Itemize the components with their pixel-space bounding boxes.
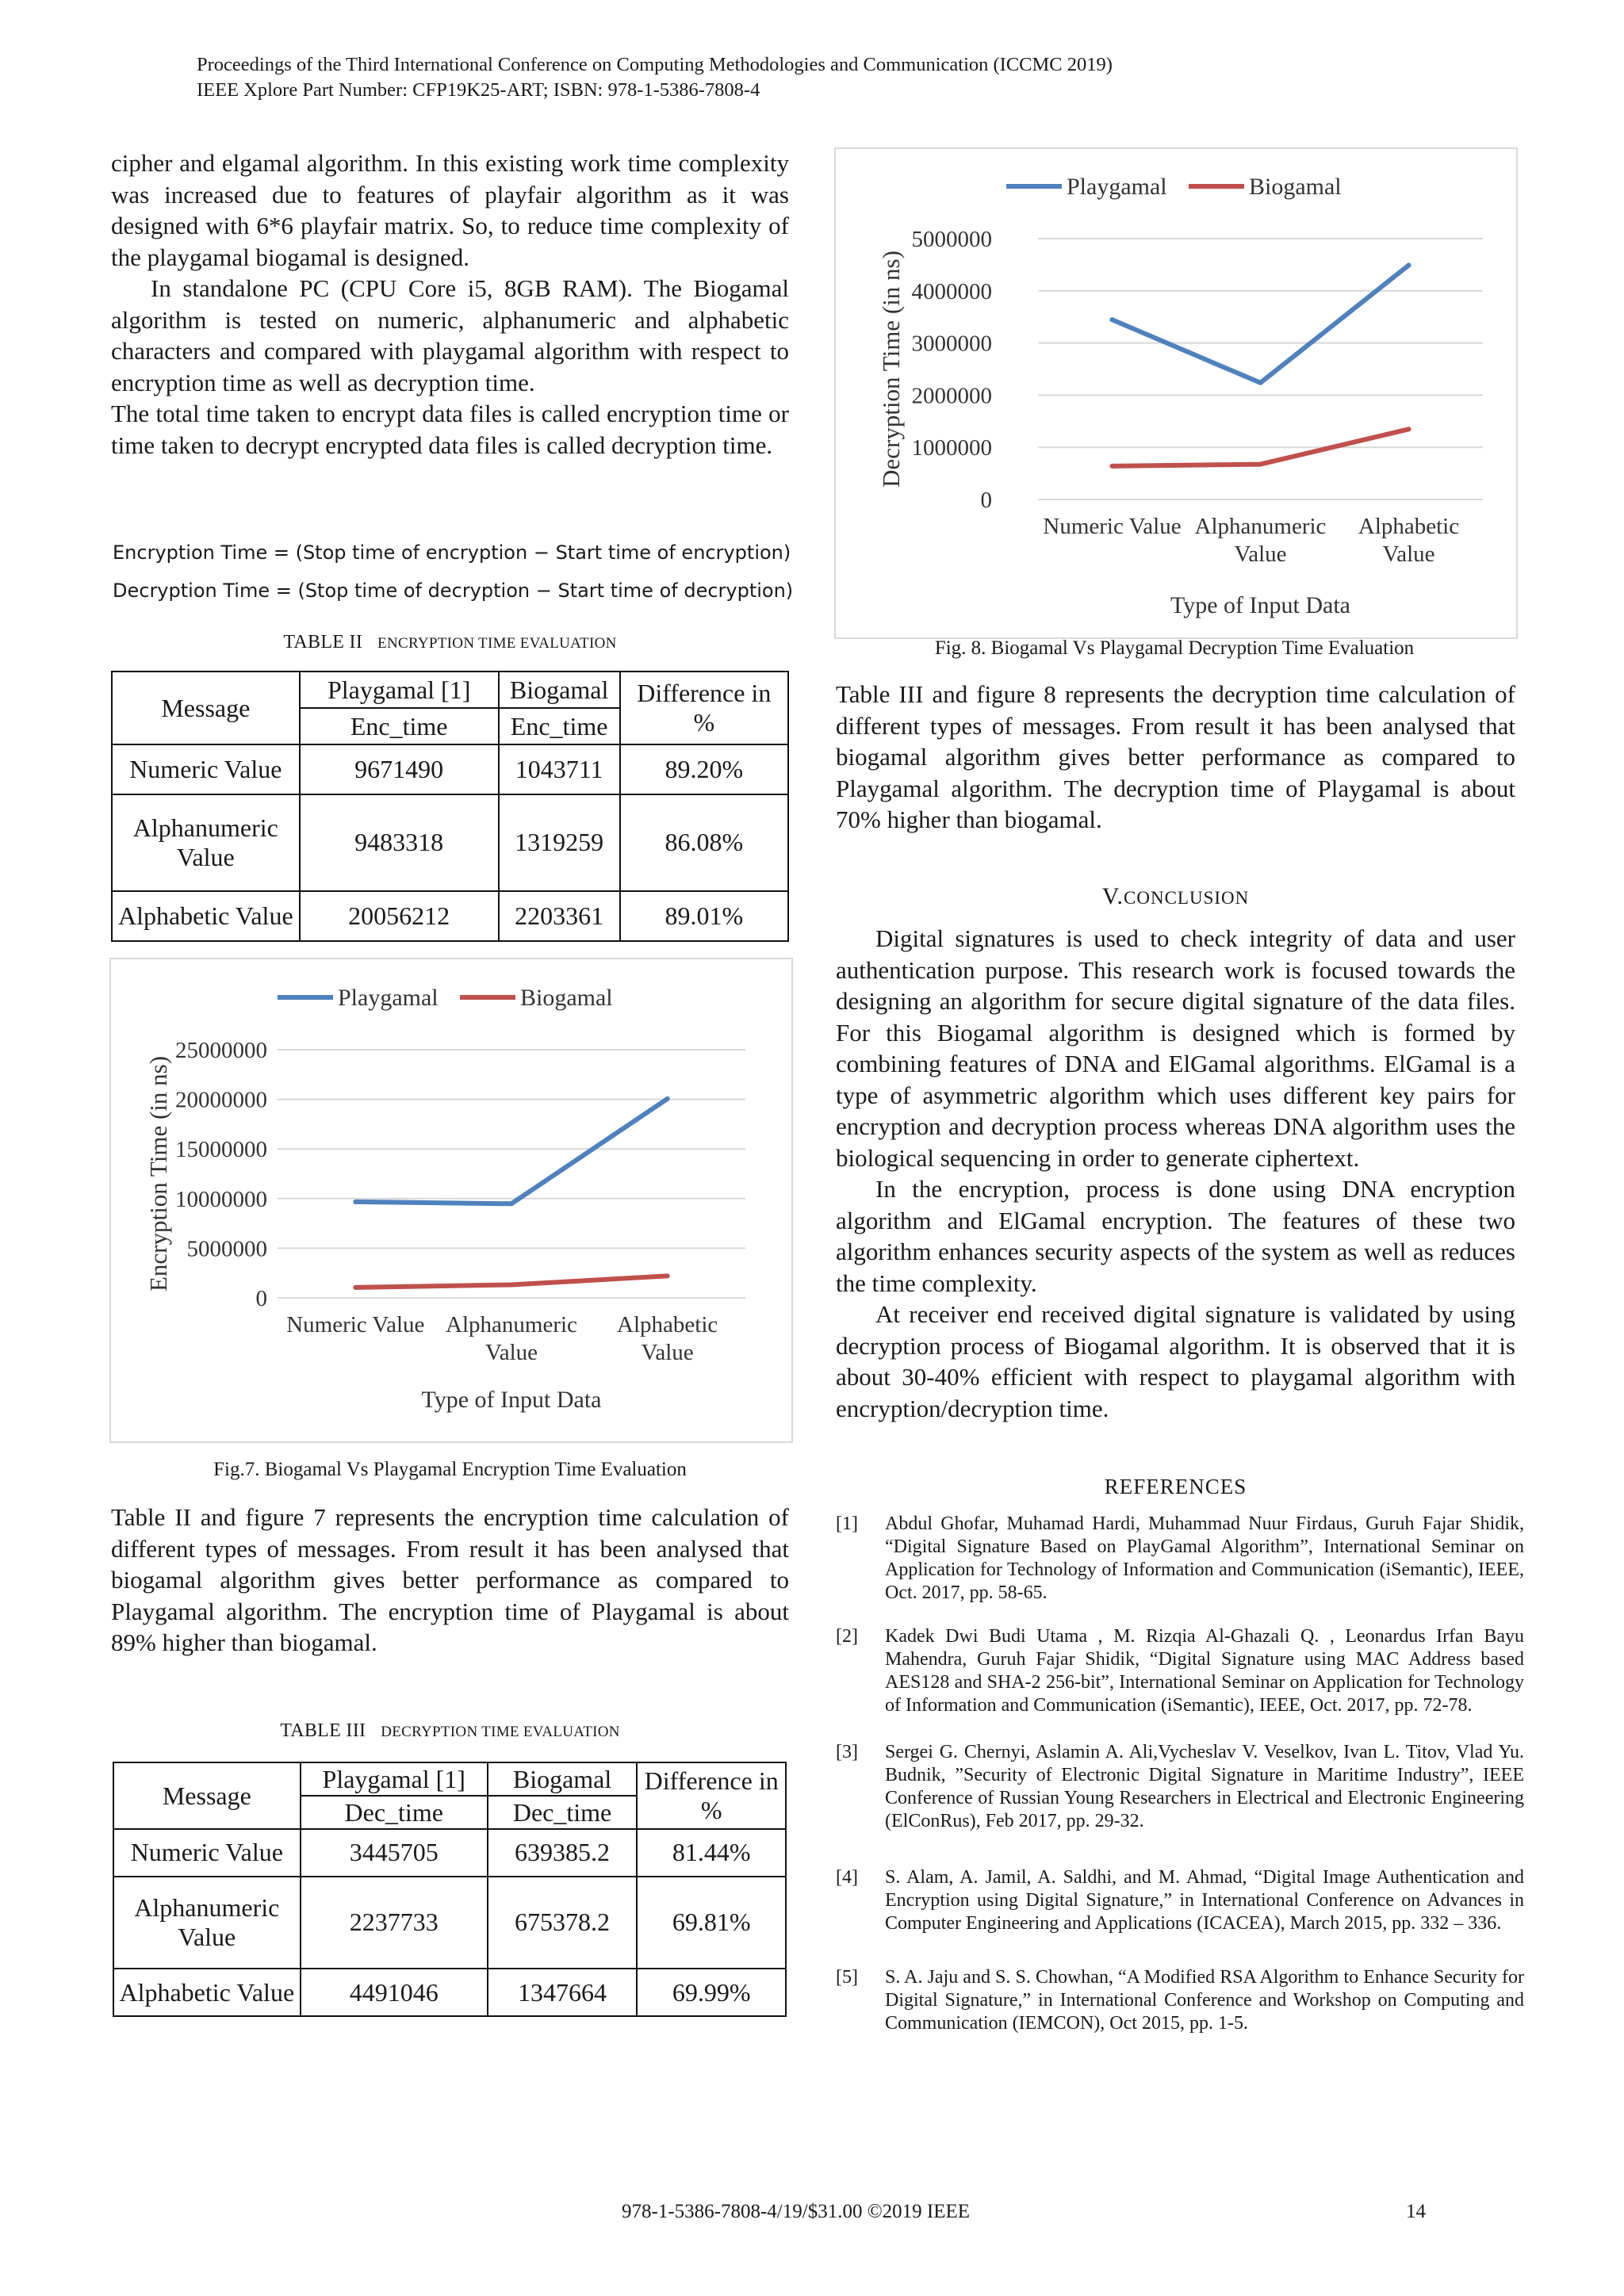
table3-header-message: Message xyxy=(113,1762,301,1829)
table2-header-difference: Difference in % xyxy=(620,672,788,744)
right-paragraph-1: Table III and figure 8 represents the decryption time calculation of different types of messages. From result it has been analysed that biogamal algorithm gives better performance as compared to Playgamal algorithm. The decryption time of Playgamal is about 70% higher than biogamal. xyxy=(836,680,1515,833)
table3-header-playgamal: Playgamal [1] xyxy=(301,1762,488,1796)
left-column-text-top xyxy=(111,147,789,461)
section-number: V. xyxy=(1101,883,1124,909)
table2-cell-message: Alphanumeric Value xyxy=(112,794,300,891)
table-row xyxy=(113,1969,786,2016)
y-tick-label: 20000000 xyxy=(175,1087,267,1113)
x-tick-label: Alphanumeric xyxy=(1194,514,1327,539)
table2-cell-message: Numeric Value xyxy=(112,744,300,794)
table2-subheader-enc-time: Enc_time xyxy=(499,708,620,744)
legend-label-playgamal: Playgamal xyxy=(338,985,439,1011)
reference-text: S. Alam, A. Jamil, A. Saldhi, and M. Ahmad, “Digital Image Authentication and Encryption using Digital Signature,” in International Conference on Advances in Computer Engineering and Applications (ICACEA), March 2015, pp. 332 – 336. xyxy=(885,1867,1524,1934)
table-row xyxy=(112,891,788,941)
y-tick-label: 2000000 xyxy=(911,383,992,409)
x-tick-label: Alphabetic xyxy=(617,1312,718,1337)
table3-cell-biogamal: 1347664 xyxy=(488,1969,638,2016)
table2-header-playgamal: Playgamal [1] xyxy=(300,672,499,708)
table3-cell-playgamal: 2237733 xyxy=(301,1877,488,1969)
table2-cell-playgamal: 9483318 xyxy=(300,794,499,891)
table3-subheader-dec-time: Dec_time xyxy=(488,1796,638,1829)
data-point-biogamal xyxy=(353,1285,358,1290)
reference-text: Abdul Ghofar, Muhamad Hardi, Muhammad Nuur Firdaus, Guruh Fajar Shidik, “Digital Signature Based on PlayGamal Algorithm”, International Seminar on Application for Technology of Information and Communication (iSemantic), IEEE, Oct. 2017, pp. 58-65. xyxy=(885,1513,1524,1603)
table3-cell-biogamal: 639385.2 xyxy=(488,1829,638,1877)
fig7-caption: Fig.7. Biogamal Vs Playgamal Encryption Time Evaluation xyxy=(213,1459,687,1480)
x-tick-label: Value xyxy=(1234,541,1287,567)
table3-caption-title: DECRYPTION TIME EVALUATION xyxy=(381,1724,620,1740)
references-title: REFERENCES xyxy=(1104,1475,1247,1498)
equation-decryption-time: Decryption Time = (Stop time of decryption − Start time of decryption) xyxy=(113,580,794,602)
table3-cell-difference: 81.44% xyxy=(637,1829,786,1877)
data-point-playgamal xyxy=(1407,262,1411,267)
legend-label-biogamal: Biogamal xyxy=(1249,174,1342,200)
footer-copyright: 978-1-5386-7808-4/19/$31.00 ©2019 IEEE xyxy=(622,2201,971,2222)
data-point-playgamal xyxy=(665,1096,670,1101)
page-number: 14 xyxy=(1406,2201,1426,2222)
x-tick-label: Value xyxy=(485,1340,538,1365)
table3-caption xyxy=(111,1720,789,1742)
table2-header-biogamal: Biogamal xyxy=(499,672,620,708)
y-axis-title: Encryption Time (in ns) xyxy=(144,1055,172,1292)
left-paragraph-2: In standalone PC (CPU Core i5, 8GB RAM). The Biogamal algorithm is tested on numeric, alphanumeric and alphabetic characters and compared with playgamal algorithm with respect to encryption time as well as decryption time. xyxy=(111,274,789,396)
data-point-playgamal xyxy=(353,1200,358,1204)
right-column-conclusion xyxy=(836,923,1515,1424)
data-point-biogamal xyxy=(1110,464,1115,469)
table2-cell-difference: 89.01% xyxy=(620,891,788,941)
series-line-playgamal xyxy=(355,1099,667,1203)
reference-number: [4] xyxy=(836,1867,858,1888)
y-tick-label: 10000000 xyxy=(175,1186,267,1212)
y-tick-label: 5000000 xyxy=(186,1236,267,1262)
x-tick-label: Value xyxy=(1382,541,1435,567)
section-heading-conclusion xyxy=(836,883,1515,910)
header-line-1: Proceedings of the Third International Conference on Computing Methodologies and Communication (ICCMC 2019) xyxy=(197,54,1113,75)
x-axis-title: Type of Input Data xyxy=(421,1387,602,1413)
table3-subheader-dec-time: Dec_time xyxy=(301,1796,488,1829)
table2-subheader-enc-time: Enc_time xyxy=(300,708,499,744)
page-header xyxy=(197,52,1434,103)
y-tick-label: 25000000 xyxy=(175,1038,267,1063)
data-point-playgamal xyxy=(1110,317,1115,322)
table3-cell-message: Numeric Value xyxy=(113,1829,301,1877)
table-row xyxy=(112,744,788,794)
reference-number: [5] xyxy=(836,1967,858,1988)
left-paragraph-1: cipher and elgamal algorithm. In this existing work time complexity was increased due to features of playfair algorithm as it was designed with 6*6 playfair matrix. So, to reduce time complexity of the playgamal biogamal is designed. xyxy=(111,149,789,271)
y-tick-label: 3000000 xyxy=(911,331,992,357)
x-tick-label: Value xyxy=(641,1340,694,1365)
fig8-chart-svg xyxy=(836,149,1516,637)
data-point-playgamal xyxy=(1258,381,1263,385)
table3-header-biogamal: Biogamal xyxy=(488,1762,638,1796)
reference-number: [3] xyxy=(836,1742,858,1762)
fig7-chart-svg xyxy=(111,959,791,1441)
table2-cell-playgamal: 20056212 xyxy=(300,891,499,941)
table3-cell-playgamal: 4491046 xyxy=(301,1969,488,2016)
y-axis-title: Decryption Time (in ns) xyxy=(877,251,905,488)
references-heading xyxy=(836,1475,1515,1499)
table3-caption-number: TABLE III xyxy=(280,1720,366,1741)
left-column-text-bottom xyxy=(111,1502,789,1659)
table2-cell-message: Alphabetic Value xyxy=(112,891,300,941)
table3-cell-difference: 69.81% xyxy=(637,1877,786,1969)
y-tick-label: 0 xyxy=(980,488,992,513)
header-line-2: IEEE Xplore Part Number: CFP19K25-ART; ISBN: 978-1-5386-7808-4 xyxy=(197,79,760,101)
table2-caption-title: ENCRYPTION TIME EVALUATION xyxy=(377,635,617,652)
table2-cell-playgamal: 9671490 xyxy=(300,744,499,794)
reference-number: [2] xyxy=(836,1626,858,1647)
data-point-playgamal xyxy=(509,1201,514,1206)
fig8-caption: Fig. 8. Biogamal Vs Playgamal Decryption Time Evaluation xyxy=(934,637,1415,659)
right-column-text-top xyxy=(836,679,1515,836)
table3-header-difference: Difference in % xyxy=(637,1762,786,1829)
table-row xyxy=(113,1829,786,1877)
table3-decryption-time xyxy=(113,1762,787,2017)
table-row xyxy=(112,794,788,891)
data-point-biogamal xyxy=(1407,427,1411,431)
left-paragraph-4: Table II and figure 7 represents the encryption time calculation of different types of messages. From result it has been analysed that biogamal algorithm gives better performance as compared to Playgamal algorithm. The encryption time of Playgamal is about 89% higher than biogamal. xyxy=(111,1503,789,1656)
reference-text: Sergei G. Chernyi, Aslamin A. Ali,Vycheslav V. Veselkov, Ivan L. Titov, Vlad Yu. Budnik, ”Security of Electronic Digital Signature in Maritime Industry”, IEEE Conference of Russian Young Researchers in Electrical and Electronic Engineering (ElConRus), Feb 2017, pp. 29-32. xyxy=(885,1742,1524,1831)
table3-cell-message: Alphabetic Value xyxy=(113,1969,301,2016)
table2-cell-biogamal: 1043711 xyxy=(499,744,620,794)
data-point-biogamal xyxy=(509,1282,514,1287)
x-tick-label: Alphanumeric xyxy=(446,1312,577,1337)
right-paragraph-3: In the encryption, process is done using DNA encryption algorithm and ElGamal encryption. The features of these two algorithm enhances security aspects of the system as well as reduces the time complexity. xyxy=(836,1175,1515,1297)
x-axis-title: Type of Input Data xyxy=(1170,592,1350,618)
table2-caption-number: TABLE II xyxy=(283,632,363,652)
y-tick-label: 1000000 xyxy=(911,435,992,461)
table2-cell-biogamal: 2203361 xyxy=(499,891,620,941)
section-title: CONCLUSION xyxy=(1124,888,1250,908)
x-tick-label: Numeric Value xyxy=(1043,514,1182,539)
right-paragraph-4: At receiver end received digital signature is validated by using decryption process of Biogamal algorithm. It is observed that it is about 30-40% efficient with respect to playgamal algorithm with encryption/decryption time. xyxy=(836,1300,1515,1422)
legend-label-playgamal: Playgamal xyxy=(1067,174,1167,200)
reference-text: S. A. Jaju and S. S. Chowhan, “A Modified RSA Algorithm to Enhance Security for Digital Signature,” in International Conference and Workshop on Computing and Communication (IEMCON), Oct 2015, pp. 1-5. xyxy=(885,1967,1524,2034)
legend-label-biogamal: Biogamal xyxy=(520,985,613,1011)
table2-cell-difference: 89.20% xyxy=(620,744,788,794)
table2-encryption-time xyxy=(111,671,789,942)
equation-encryption-time: Encryption Time = (Stop time of encryption − Start time of encryption) xyxy=(113,541,791,564)
table-row xyxy=(113,1877,786,1969)
y-tick-label: 15000000 xyxy=(175,1137,267,1163)
data-point-biogamal xyxy=(1258,462,1263,467)
table2-cell-difference: 86.08% xyxy=(620,794,788,891)
x-tick-label: Alphabetic xyxy=(1358,514,1460,539)
right-paragraph-2: Digital signatures is used to check integrity of data and user authentication purpose. This research work is focused towards the designing an algorithm for secure digital signature of the data files. For this Biogamal algorithm is designed which is formed by combining features of DNA and ElGamal algorithms. ElGamal is a type of asymmetric algorithm which uses different key pairs for encryption and decryption process whereas DNA algorithm uses the biological sequencing in order to generate ciphertext. xyxy=(836,924,1515,1172)
y-tick-label: 5000000 xyxy=(911,227,992,252)
y-tick-label: 0 xyxy=(255,1286,267,1311)
fig8-decryption-chart xyxy=(834,147,1518,639)
left-paragraph-3: The total time taken to encrypt data files is called encryption time or time taken to decrypt encrypted data files is called decryption time. xyxy=(111,400,789,459)
table2-caption xyxy=(111,632,789,653)
table3-cell-difference: 69.99% xyxy=(637,1969,786,2016)
x-tick-label: Numeric Value xyxy=(286,1312,425,1337)
reference-text: Kadek Dwi Budi Utama , M. Rizqia Al-Ghazali Q. , Leonardus Irfan Bayu Mahendra, Guruh Fajar Shidik, “Digital Signature using MAC Address based AES128 and SHA-2 256-bit”, International Seminar on Application for Technology of Information and Communication (iSemantic), IEEE, Oct. 2017, pp. 72-78. xyxy=(885,1626,1524,1716)
table3-cell-playgamal: 3445705 xyxy=(301,1829,488,1877)
table2-cell-biogamal: 1319259 xyxy=(499,794,620,891)
table3-cell-message: Alphanumeric Value xyxy=(113,1877,301,1969)
series-line-playgamal xyxy=(1113,266,1409,383)
reference-number: [1] xyxy=(836,1513,858,1534)
y-tick-label: 4000000 xyxy=(911,278,992,304)
fig7-encryption-chart xyxy=(109,958,793,1443)
table2-header-message: Message xyxy=(112,672,300,744)
table3-cell-biogamal: 675378.2 xyxy=(488,1877,638,1969)
data-point-biogamal xyxy=(665,1273,670,1278)
